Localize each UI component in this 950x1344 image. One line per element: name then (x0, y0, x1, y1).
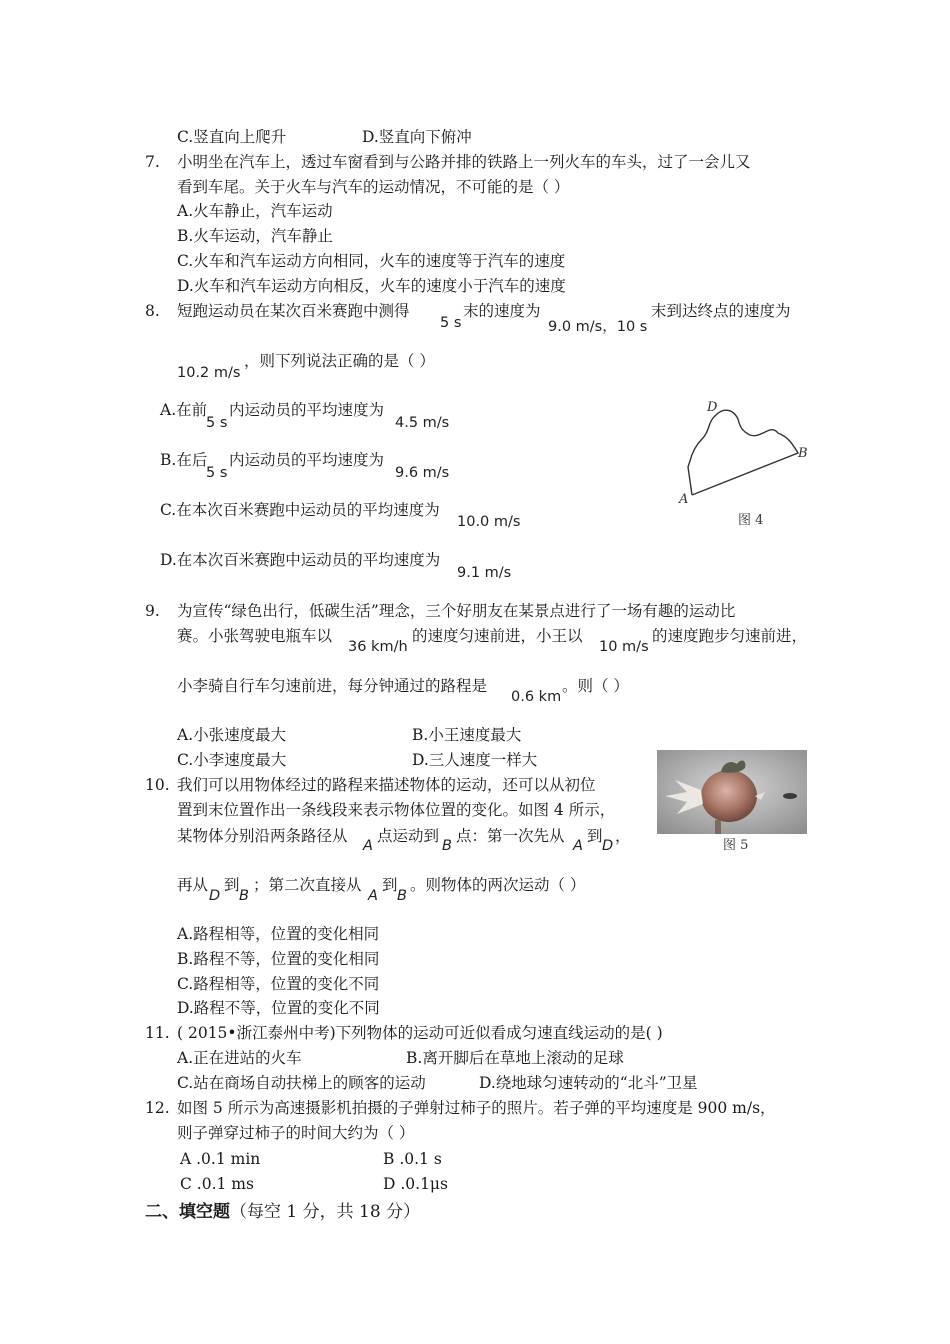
figure-4-caption: 图 4 (738, 513, 764, 528)
label-b: B (798, 446, 808, 461)
q8-option-a-math2: 4.5 m/s (395, 415, 450, 431)
section-2-title: 二、填空题 (145, 1202, 230, 1222)
q10-point-a: A (363, 838, 373, 854)
q10-stem-part8: ；第二次直接从 (253, 876, 362, 894)
q8-option-d-text: D.在本次百米赛跑中运动员的平均速度为 (160, 551, 441, 569)
bullet (783, 793, 797, 799)
q10-point-b: B (442, 838, 452, 854)
q8-stem-part2: 末的速度为 (463, 302, 541, 320)
section-2-heading (145, 1197, 420, 1222)
q8-stem-part1: 短跑运动员在某次百米赛跑中测得 (177, 302, 410, 320)
q9-math-2: 10 m/s (599, 639, 649, 655)
q9-option-b: B.小王速度最大 (412, 726, 522, 744)
section-2-note: （每空 1 分，共 18 分） (230, 1202, 421, 1222)
q9-option-a: A.小张速度最大 (177, 726, 287, 744)
q10-stem-part9: 到 (382, 876, 398, 894)
q8-option-c-math: 10.0 m/s (457, 514, 521, 530)
q8-option-a-math1: 5 s (206, 415, 228, 431)
q7-option-d: D.火车和汽车运动方向相反，火车的速度小于汽车的速度 (177, 277, 566, 295)
q8-math-1: 5 s (440, 315, 462, 331)
persimmon (701, 770, 757, 822)
q10-stem-part5: ， (615, 827, 631, 845)
figure-5-caption: 图 5 (723, 838, 749, 853)
q12-number: 12. (145, 1099, 170, 1117)
fruit-support (715, 820, 721, 834)
q9-stem-part1: 赛。小张驾驶电瓶车以 (177, 627, 333, 645)
q10-option-b: B.路程不等，位置的变化相同 (177, 950, 380, 968)
q9-math-3: 0.6 km (511, 689, 562, 705)
label-d: D (707, 400, 718, 415)
label-a: A (679, 492, 689, 507)
q9-option-c: C.小李速度最大 (177, 751, 287, 769)
q12-stem-line1: 如图 5 所示为高速摄影机拍摄的子弹射过柿子的照片。若子弹的平均速度是 900 m/s， (177, 1099, 776, 1117)
q8-number: 8. (145, 302, 160, 320)
q11-number: 11. (145, 1024, 170, 1042)
q8-option-b-math2: 9.6 m/s (395, 465, 450, 481)
q12-option-d: D .0.1μs (383, 1175, 448, 1193)
q10-stem-part2: 点运动到 (377, 827, 440, 845)
q10-point-b2: B (239, 888, 249, 904)
path-curve-a-d-b (688, 410, 798, 495)
q7-stem-line1: 小明坐在汽车上，透过车窗看到与公路并排的铁路上一列火车的车头，过了一会儿又 (177, 153, 751, 171)
q7-number: 7. (145, 153, 160, 171)
q11-option-b: B.离开脚后在草地上滚动的足球 (406, 1049, 624, 1067)
q8-option-c-text: C.在本次百米赛跑中运动员的平均速度为 (160, 501, 440, 519)
q9-stem-part4: 小李骑自行车匀速前进，每分钟通过的路程是 (177, 677, 488, 695)
q10-point-b3: B (397, 888, 407, 904)
q11-option-a: A.正在进站的火车 (177, 1049, 302, 1067)
q7-option-c: C.火车和汽车运动方向相同，火车的速度等于汽车的速度 (177, 252, 566, 270)
q10-point-d2: D (209, 888, 221, 904)
q11-option-c: C.站在商场自动扶梯上的顾客的运动 (177, 1074, 426, 1092)
q6-option-c: C.竖直向上爬升 (177, 128, 287, 146)
q6-option-d: D.竖直向下俯冲 (362, 128, 472, 146)
q10-stem-part10: 。则物体的两次运动（ ） (410, 876, 586, 894)
q10-option-d: D.路程不等，位置的变化不同 (177, 999, 380, 1017)
q11-option-d: D.绕地球匀速转动的“北斗”卫星 (479, 1074, 698, 1092)
q9-stem-part3: 的速度跑步匀速前进， (652, 627, 808, 645)
q7-option-a: A.火车静止，汽车运动 (177, 202, 333, 220)
figure-5-bullet-photo (657, 750, 807, 834)
q9-stem-line1: 为宣传“绿色出行，低碳生活”理念，三个好朋友在某景点进行了一场有趣的运动比 (177, 602, 736, 620)
q10-point-d: D (602, 838, 614, 854)
q10-number: 10. (145, 776, 170, 794)
q8-option-d-math: 9.1 m/s (457, 565, 512, 581)
q11-stem: ( 2015•浙江泰州中考)下列物体的运动可近似看成匀速直线运动的是( ) (177, 1024, 663, 1042)
q10-option-c: C.路程相等，位置的变化不同 (177, 975, 380, 993)
q9-number: 9. (145, 602, 160, 620)
q7-stem-line2: 看到车尾。关于火车与汽车的运动情况，不可能的是（ ） (177, 178, 570, 196)
q10-stem-part4: 到 (587, 827, 603, 845)
q8-stem-part4: ，则下列说法正确的是（ ） (244, 352, 435, 370)
q8-option-b-text: B.在后 (160, 451, 208, 469)
q10-stem-part1: 某物体分别沿两条路径从 (177, 827, 348, 845)
q9-option-d: D.三人速度一样大 (412, 751, 538, 769)
q8-math-3: 10.2 m/s (177, 365, 241, 381)
q10-point-a3: A (368, 888, 378, 904)
q8-math-2: 9.0 m/s，10 s (548, 319, 648, 335)
q10-stem-part6: 再从 (177, 876, 209, 894)
q10-point-a2: A (573, 838, 583, 854)
q10-stem-line1: 我们可以用物体经过的路程来描述物体的运动，还可以从初位 (177, 776, 596, 794)
q12-stem-line2: 则子弹穿过柿子的时间大约为（ ） (177, 1124, 415, 1142)
q12-option-a: A .0.1 min (180, 1150, 261, 1168)
q7-option-b: B.火车运动，汽车静止 (177, 227, 333, 245)
q8-option-b-text2: 内运动员的平均速度为 (229, 451, 385, 469)
q10-stem-part7: 到 (224, 876, 240, 894)
q8-option-b-math1: 5 s (206, 465, 228, 481)
q12-option-c: C .0.1 ms (180, 1175, 254, 1193)
q10-stem-line2: 置到末位置作出一条线段来表示物体位置的变化。如图 4 所示， (177, 801, 616, 819)
q10-stem-part3: 点：第一次先从 (456, 827, 565, 845)
q12-option-b: B .0.1 s (383, 1150, 442, 1168)
q9-stem-part5: 。则（ ） (562, 677, 629, 695)
q8-stem-part3: 末到达终点的速度为 (651, 302, 791, 320)
q8-option-a-text2: 内运动员的平均速度为 (229, 401, 385, 419)
q8-option-a-text: A.在前 (160, 401, 208, 419)
q9-math-1: 36 km/h (348, 639, 408, 655)
q9-stem-part2: 的速度匀速前进，小王以 (412, 627, 583, 645)
q10-option-a: A.路程相等，位置的变化相同 (177, 925, 380, 943)
